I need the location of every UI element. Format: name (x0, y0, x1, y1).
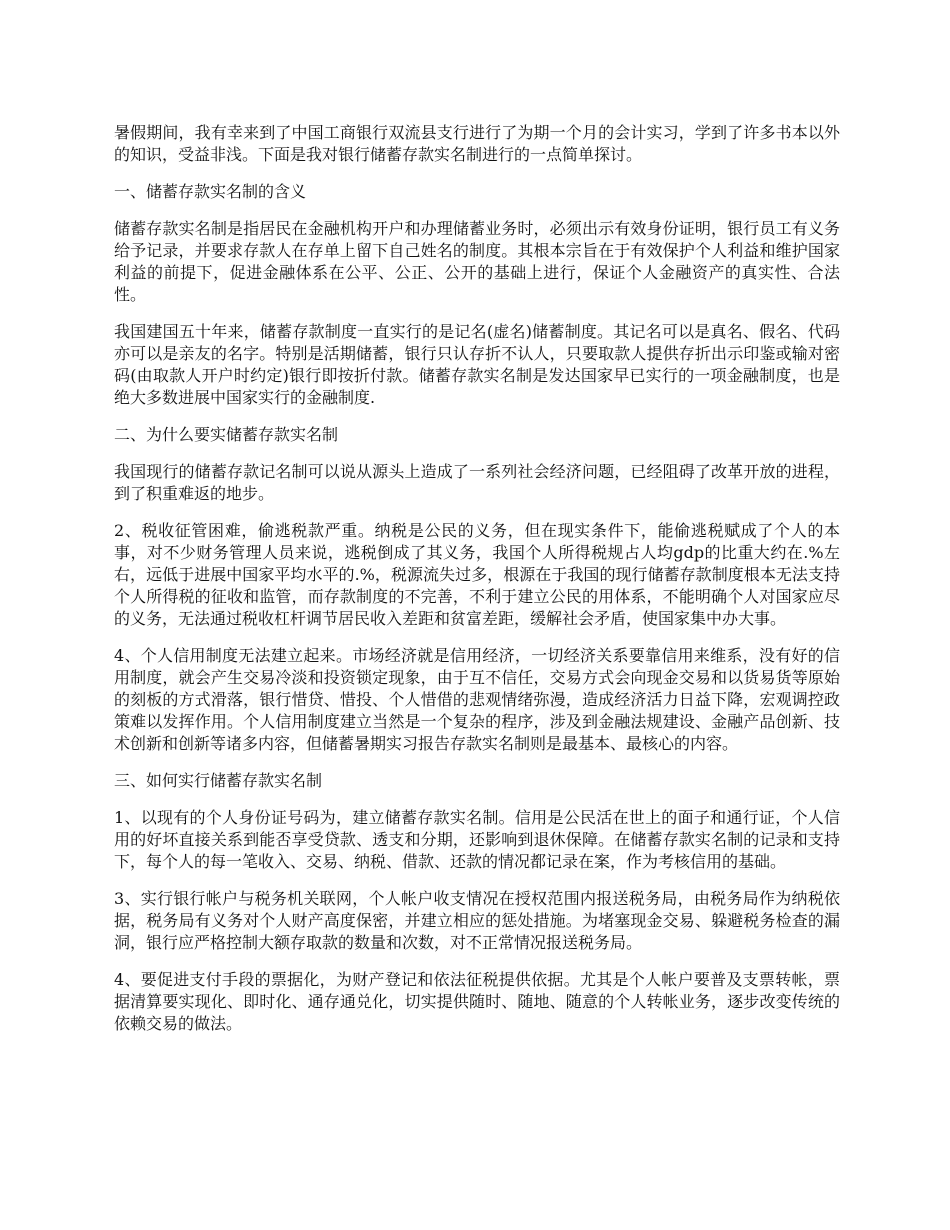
section-heading: 二、为什么要实储蓄存款实名制 (114, 425, 339, 444)
paragraph: 储蓄存款实名制是指居民在金融机构开户和办理储蓄业务时，必须出示有效身份证明，银行员工有义务给予记录，并要求存款人在存单上留下自己姓名的制度。其根本宗旨在于有效保护个人利益和维护国家利益的前提下，促进金融体系在公平、公正、公开的基础上进行，保证个人金融资产的真实性、合法性。 (114, 219, 840, 304)
paragraph: 我国现行的储蓄存款记名制可以说从源头上造成了一系列社会经济问题，已经阻碍了改革开放的进程，到了积重难返的地步。 (114, 462, 840, 503)
paragraph: 暑假期间，我有幸来到了中国工商银行双流县支行进行了为期一个月的会计实习，学到了许多书本以外的知识，受益非浅。下面是我对银行储蓄存款实名制进行的一点简单探讨。 (114, 123, 840, 164)
paragraph: 我国建国五十年来，储蓄存款制度一直实行的是记名(虚名)储蓄制度。其记名可以是真名、假名、代码亦可以是亲友的名字。特别是活期储蓄，银行只认存折不认人，只要取款人提供存折出示印鉴或输对密码(由取款人开户时约定)银行即按折付款。储蓄存款实名制是发达国家早已实行的一项金融制度，也是绝大多数进展中国家实行的金融制度. (114, 322, 840, 407)
paragraph: 4、要促进支付手段的票据化，为财产登记和依法征税提供依据。尤其是个人帐户要普及支票转帐，票据清算要实现化、即时化、通存通兑化，切实提供随时、随地、随意的个人转帐业务，逐步改变传统的依赖交易的做法。 (114, 970, 840, 1033)
paragraph: 3、实行银行帐户与税务机关联网，个人帐户收支情况在授权范围内报送税务局，由税务局作为纳税依据，税务局有义务对个人财产高度保密，并建立相应的惩处措施。为堵塞现金交易、躲避税务检查的漏洞，银行应严格控制大额存取款的数量和次数，对不正常情况报送税务局。 (114, 889, 840, 952)
document-body (114, 122, 840, 1050)
paragraph: 2、税收征管困难，偷逃税款严重。纳税是公民的义务，但在现实条件下，能偷逃税赋成了个人的本事，对不少财务管理人员来说，逃税倒成了其义务，我国个人所得税规占人均gdp的比重大约在.%左右，远低于进展中国家平均水平的.%，税源流失过多，根源在于我国的现行储蓄存款制度根本无法支持个人所得税的征收和监管，而存款制度的不完善，不利于建立公民的用体系，不能明确个人对国家应尽的义务，无法通过税收杠杆调节居民收入差距和贫富差距，缓解社会矛盾，使国家集中办大事。 (114, 521, 840, 628)
section-heading: 一、储蓄存款实名制的含义 (114, 182, 307, 201)
paragraph: 4、个人信用制度无法建立起来。市场经济就是信用经济，一切经济关系要靠信用来维系，没有好的信用制度，就会产生交易冷淡和投资锁定现象，由于互不信任，交易方式会向现金交易和以货易货等原始的刻板的方式滑落，银行惜贷、惜投、个人惜借的悲观情绪弥漫，造成经济活力日益下降，宏观调控政策难以发挥作用。个人信用制度建立当然是一个复杂的程序，涉及到金融法规建设、金融产品创新、技术创新和创新等诸多内容，但储蓄暑期实习报告存款实名制则是最基本、最核心的内容。 (114, 646, 840, 753)
section-heading: 三、如何实行储蓄存款实名制 (114, 771, 323, 790)
paragraph: 1、以现有的个人身份证号码为，建立储蓄存款实名制。信用是公民活在世上的面子和通行证，个人信用的好坏直接关系到能否享受贷款、透支和分期，还影响到退休保障。在储蓄存款实名制的记录和支持下，每个人的每一笔收入、交易、纳税、借款、还款的情况都记录在案，作为考核信用的基础。 (114, 808, 840, 871)
